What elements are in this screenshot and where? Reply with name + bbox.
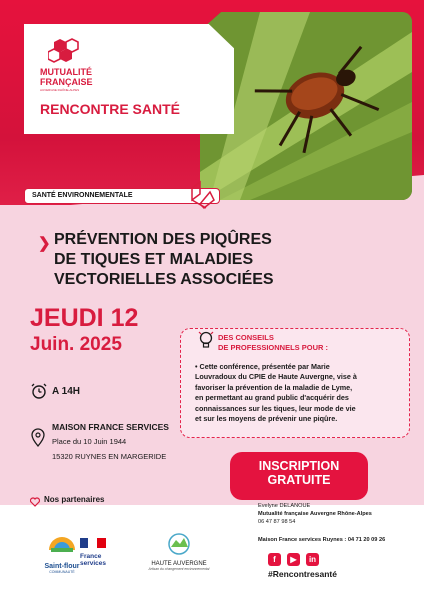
clock-icon — [30, 382, 48, 405]
event-time: A 14H — [52, 386, 80, 397]
event-month-year: Juin. 2025 — [30, 334, 122, 355]
haute-auvergne-logo — [140, 532, 218, 571]
france-services-line-2: services — [80, 560, 107, 567]
event-type: RENCONTRE SANTÉ — [40, 101, 181, 117]
conseils-text-line: en permettant au grand public d'acquérir des — [195, 393, 349, 403]
conseils-text — [195, 362, 403, 424]
stflour-sub: COMMUNAUTÉ — [49, 570, 75, 574]
title-chevron-icon: ❯ — [38, 235, 51, 252]
conseils-text-line: connaissances sur les tiques, leur mode de vie — [195, 403, 356, 413]
venue-address-1: Place du 10 Juin 1944 — [52, 437, 127, 446]
social-icons — [268, 553, 319, 566]
contact-name: Evelyne DELANOUE — [258, 503, 311, 509]
leaf-icon — [186, 180, 216, 215]
title-line-3: VECTORIELLES ASSOCIÉES — [54, 271, 274, 288]
haute-auvergne-icon — [165, 532, 193, 556]
facebook-icon[interactable]: f — [268, 553, 281, 566]
inscription-badge[interactable] — [230, 452, 368, 500]
youtube-icon[interactable]: ▶ — [287, 553, 300, 566]
conseils-text-line: Louvradoux du CPIE de Haute Auvergne, vise à — [195, 372, 357, 382]
logo-region: AUVERGNE RHÔNE-ALPES — [40, 88, 80, 92]
conseils-text-line: et sur les moyens de prévenir une piqûre. — [195, 414, 338, 424]
conseils-text-line: • Cette conférence, présentée par Marie — [195, 362, 330, 371]
inscription-line-2: GRATUITE — [267, 473, 331, 487]
venue-name: MAISON FRANCE SERVICES — [52, 422, 169, 432]
stflour-name: Saint-flour — [44, 563, 80, 570]
contact-info — [258, 502, 372, 526]
france-services-line-1: France — [80, 553, 102, 560]
title-line-2: DE TIQUES ET MALADIES — [54, 251, 254, 268]
category-label: SANTÉ ENVIRONNEMENTALE — [24, 188, 220, 204]
french-flag-icon — [80, 538, 106, 548]
lightbulb-icon — [198, 330, 214, 355]
partners-label: Nos partenaires — [44, 495, 105, 504]
event-day: JEUDI 12 — [30, 304, 139, 332]
hashtag: #Rencontresanté — [268, 569, 337, 579]
france-services-logo — [80, 535, 106, 567]
heart-icon — [30, 494, 40, 512]
stflour-logo-icon — [45, 530, 79, 558]
page-title — [54, 230, 274, 290]
haute-auvergne-name: HAUTE AUVERGNE — [151, 561, 207, 567]
conseils-text-line: favoriser la prévention de la maladie de Lyme, — [195, 382, 353, 392]
maison-contact: Maison France services Ruynes : 04 71 20 09 26 — [258, 537, 386, 543]
haute-auvergne-sub: Artisan du changement environnemental — [148, 567, 210, 571]
venue-address-2: 15320 RUYNES EN MARGERIDE — [52, 452, 167, 461]
conseils-title-line-2: DE PROFESSIONNELS POUR : — [218, 343, 329, 352]
title-line-1: PRÉVENTION DES PIQÛRES — [54, 231, 272, 248]
contact-org: Mutualité française Auvergne Rhône-Alpes — [258, 511, 372, 517]
contact-phone: 06 47 87 98 54 — [258, 519, 296, 525]
inscription-line-1: INSCRIPTION — [258, 459, 340, 473]
logo-name: MUTUALITÉ FRANÇAISE — [40, 67, 93, 87]
location-pin-icon — [30, 428, 46, 453]
linkedin-icon[interactable]: in — [306, 553, 319, 566]
conseils-title-line-1: DES CONSEILS — [218, 333, 274, 342]
conseils-title — [218, 333, 338, 353]
